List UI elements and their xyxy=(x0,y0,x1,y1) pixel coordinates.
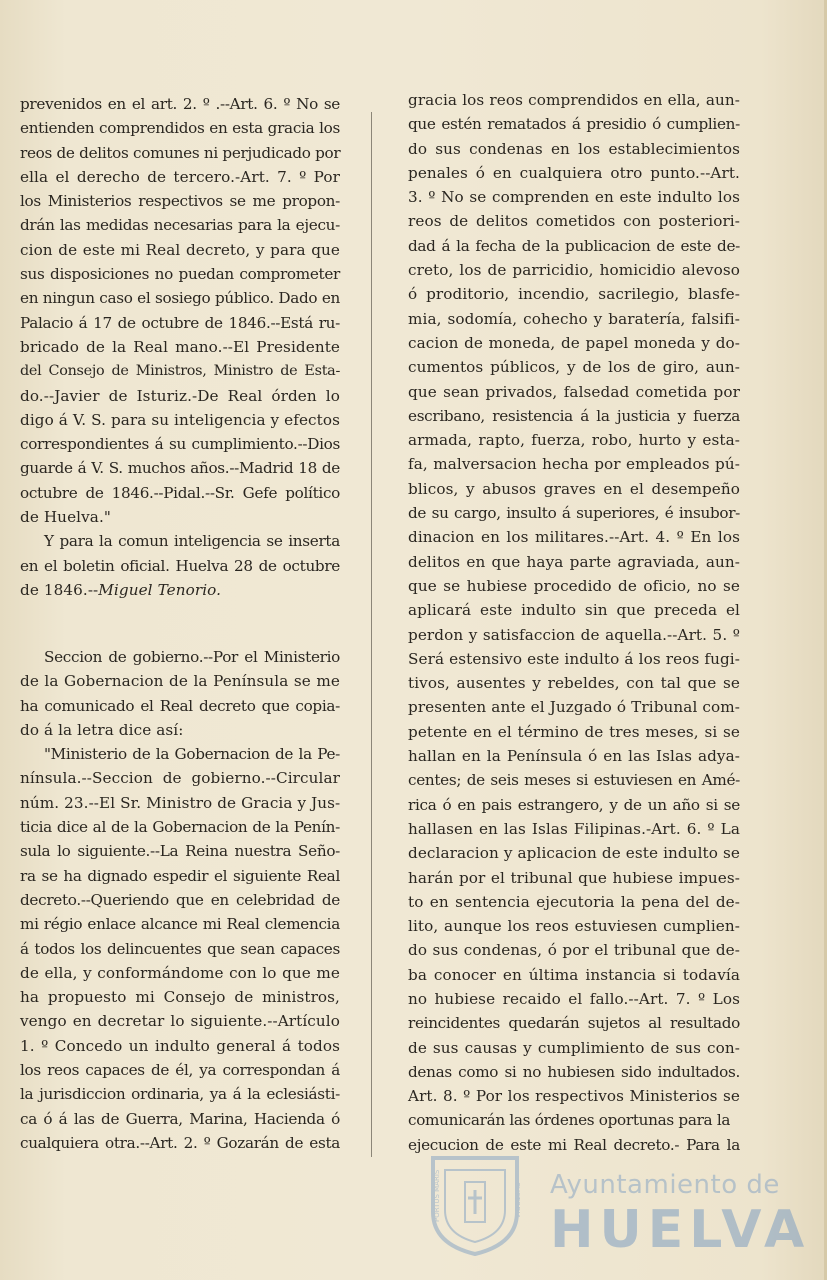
seal-text-left: PORTUS MARIS xyxy=(433,1169,441,1222)
text-line: delitos en que haya parte agraviada, aun- xyxy=(408,552,740,571)
text-line: ha comunicado el Real decreto que copia- xyxy=(20,696,340,715)
text-line: correspondientes á su cumplimiento.--Dios xyxy=(20,435,340,454)
text-line: ca ó á las de Guerra, Marina, Hacienda ó xyxy=(20,1109,340,1128)
text-line: á todos los delincuentes que sean capaces xyxy=(20,939,340,958)
text-line: que sean privados, falsedad cometida por xyxy=(408,382,740,401)
text-line: rica ó en pais estrangero, y de un año si se xyxy=(408,795,740,814)
column-divider xyxy=(371,112,372,1157)
text-line: drán las medidas necesarias para la ejecu- xyxy=(20,216,340,235)
text-line: declaracion y aplicacion de este indulto se xyxy=(408,844,740,863)
text-line: harán por el tribunal que hubiese impues- xyxy=(408,868,740,887)
text-line: la jurisdiccion ordinaria, ya á la eclesiásti- xyxy=(20,1085,340,1104)
text-line: cacion de moneda, de papel moneda y do- xyxy=(408,333,740,352)
text-line: cion de este mi Real decreto, y para que xyxy=(20,240,340,259)
text-line: 1. º Concedo un indulto general á todos xyxy=(20,1036,340,1055)
text-line: digo á V. S. para su inteligencia y efectos xyxy=(20,410,340,429)
text-line: Será estensivo este indulto á los reos fugi- xyxy=(408,649,740,668)
text-line: Y para la comun inteligencia se inserta xyxy=(44,532,340,551)
text-line: decreto.--Queriendo que en celebridad de xyxy=(20,890,340,909)
signature-name: Miguel Tenorio. xyxy=(98,581,222,599)
text-line: do sus condenas en los establecimientos xyxy=(408,139,740,158)
text-line: sula lo siguiente.--La Reina nuestra Seño- xyxy=(20,842,340,861)
text-line: de Huelva." xyxy=(20,508,111,527)
text-line: Art. 8. º Por los respectivos Ministerios se xyxy=(408,1087,740,1106)
text-line: de la Gobernacion de la Península se me xyxy=(20,672,340,691)
text-line: ba conocer en última instancia si todavía xyxy=(408,965,740,984)
text-line: lito, aunque los reos estuviesen cumplien- xyxy=(408,917,740,936)
text-line: 3. º No se comprenden en este indulto los xyxy=(408,188,740,207)
right-column xyxy=(408,88,740,1157)
text-line: blicos, y abusos graves en el desempeño xyxy=(408,479,740,498)
signature-line xyxy=(20,578,340,602)
text-line: mia, sodomía, cohecho y baratería, falsifi- xyxy=(408,309,740,328)
text-line: que estén rematados á presidio ó cumplien- xyxy=(408,115,740,134)
text-line: escribano, resistencia á la justicia y fuerza xyxy=(408,406,740,425)
text-line: centes; de seis meses si estuviesen en Amé- xyxy=(408,771,740,790)
text-line: fa, malversacion hecha por empleados pú- xyxy=(408,455,740,474)
text-line: ha propuesto mi Consejo de ministros, xyxy=(20,988,340,1007)
text-line: aplicará este indulto sin que preceda el xyxy=(408,601,740,620)
text-line: ra se ha dignado espedir el siguiente Real xyxy=(20,866,340,885)
text-line: do sus condenas, ó por el tribunal que de- xyxy=(408,941,740,960)
text-line: en ningun caso el sosiego público. Dado en xyxy=(20,289,340,308)
text-line: penales ó en cualquiera otro punto.--Art. xyxy=(408,163,740,182)
text-line: denas como si no hubiesen sido indultados. xyxy=(408,1062,740,1081)
text-line: ejecucion de este mi Real decreto.- Para la xyxy=(408,1135,740,1154)
text-line: de sus causas y cumplimiento de sus con- xyxy=(408,1038,740,1057)
text-line: armada, rapto, fuerza, robo, hurto y esta- xyxy=(408,431,740,450)
text-line: prevenidos en el art. 2. º .--Art. 6. º No se xyxy=(20,95,340,113)
text-line: cumentos públicos, y de los de giro, aun- xyxy=(408,358,740,377)
text-line: reos de delitos comunes ni perjudicado por xyxy=(20,143,341,162)
text-line: sus disposiciones no puedan comprometer xyxy=(20,265,340,284)
text-line: petente en el término de tres meses, si se xyxy=(408,722,740,741)
text-line: cualquiera otra.--Art. 2. º Gozarán de esta xyxy=(20,1133,340,1152)
text-line: ó proditorio, incendio, sacrilegio, blasfe- xyxy=(408,285,740,304)
text-line: tivos, ausentes y rebeldes, con tal que se xyxy=(408,674,740,693)
signature-prefix: de 1846.-- xyxy=(20,581,99,599)
seal-text-right: CUSTODIA xyxy=(513,1182,521,1219)
text-line: vengo en decretar lo siguiente.--Artículo xyxy=(20,1012,340,1031)
text-line: en el boletin oficial. Huelva 28 de octubre xyxy=(20,556,340,575)
text-line: de su cargo, insulto á superiores, é insubor- xyxy=(408,504,740,523)
watermark-line2: HUELVA xyxy=(550,1200,811,1260)
text-line: presenten ante el Juzgado ó Tribunal com- xyxy=(408,698,740,717)
left-column-bottom xyxy=(20,645,340,1155)
text-line: comunicarán las órdenes oportunas para la xyxy=(408,1111,731,1130)
text-line: bricado de la Real mano.--El Presidente xyxy=(20,337,340,356)
text-line: no hubiese recaido el fallo.--Art. 7. º Los xyxy=(408,989,740,1008)
text-line: "Ministerio de la Gobernacion de la Pe- xyxy=(44,745,340,764)
text-line: creto, los de parricidio, homicidio alevoso xyxy=(408,261,740,280)
text-line: entienden comprendidos en esta gracia los xyxy=(20,119,340,138)
left-column-top xyxy=(20,92,340,578)
archive-watermark xyxy=(425,1150,811,1265)
text-line: nínsula.--Seccion de gobierno.--Circular xyxy=(20,769,340,788)
text-line: que se hubiese procedido de oficio, no se xyxy=(408,576,740,595)
text-line: ticia dice al de la Gobernacion de la Penín- xyxy=(20,818,340,837)
text-line: to en sentencia ejecutoria la pena del de- xyxy=(408,892,740,911)
text-line: reincidentes quedarán sujetos al resultado xyxy=(408,1014,740,1033)
text-line: dinacion en los militares.--Art. 4. º En los xyxy=(408,528,740,547)
text-line: do.--Javier de Isturiz.-De Real órden lo xyxy=(20,386,340,405)
watermark-line1: Ayuntamiento de xyxy=(550,1170,780,1200)
text-line: los Ministerios respectivos se me propon- xyxy=(20,192,340,211)
text-line: de ella, y conformándome con lo que me xyxy=(20,963,340,982)
text-line: núm. 23.--El Sr. Ministro de Gracia y Jus- xyxy=(20,793,341,812)
text-line: los reos capaces de él, ya correspondan á xyxy=(20,1061,340,1080)
text-line: mi régio enlace alcance mi Real clemencia xyxy=(20,915,340,934)
text-line: del Consejo de Ministros, Ministro de Esta- xyxy=(20,363,340,380)
city-seal-icon xyxy=(425,1152,525,1257)
text-line: Palacio á 17 de octubre de 1846.--Está ru- xyxy=(20,313,340,332)
text-line: reos de delitos cometidos con posteriori- xyxy=(408,212,740,231)
text-line: hallan en la Península ó en las Islas adya- xyxy=(408,747,740,766)
text-line: guarde á V. S. muchos años.--Madrid 18 de xyxy=(20,459,340,478)
text-line: Seccion de gobierno.--Por el Ministerio xyxy=(44,648,340,666)
text-line: gracia los reos comprendidos en ella, aun- xyxy=(408,91,740,109)
text-line: perdon y satisfaccion de aquella.--Art. 5. º xyxy=(408,625,740,644)
text-line: hallasen en las Islas Filipinas.-Art. 6. º La xyxy=(408,819,740,838)
text-line: do á la letra dice así: xyxy=(20,720,184,739)
text-line: dad á la fecha de la publicacion de este de- xyxy=(408,236,740,255)
text-line: ella el derecho de tercero.-Art. 7. º Por xyxy=(20,167,340,186)
text-line: octubre de 1846.--Pidal.--Sr. Gefe político xyxy=(20,483,340,502)
